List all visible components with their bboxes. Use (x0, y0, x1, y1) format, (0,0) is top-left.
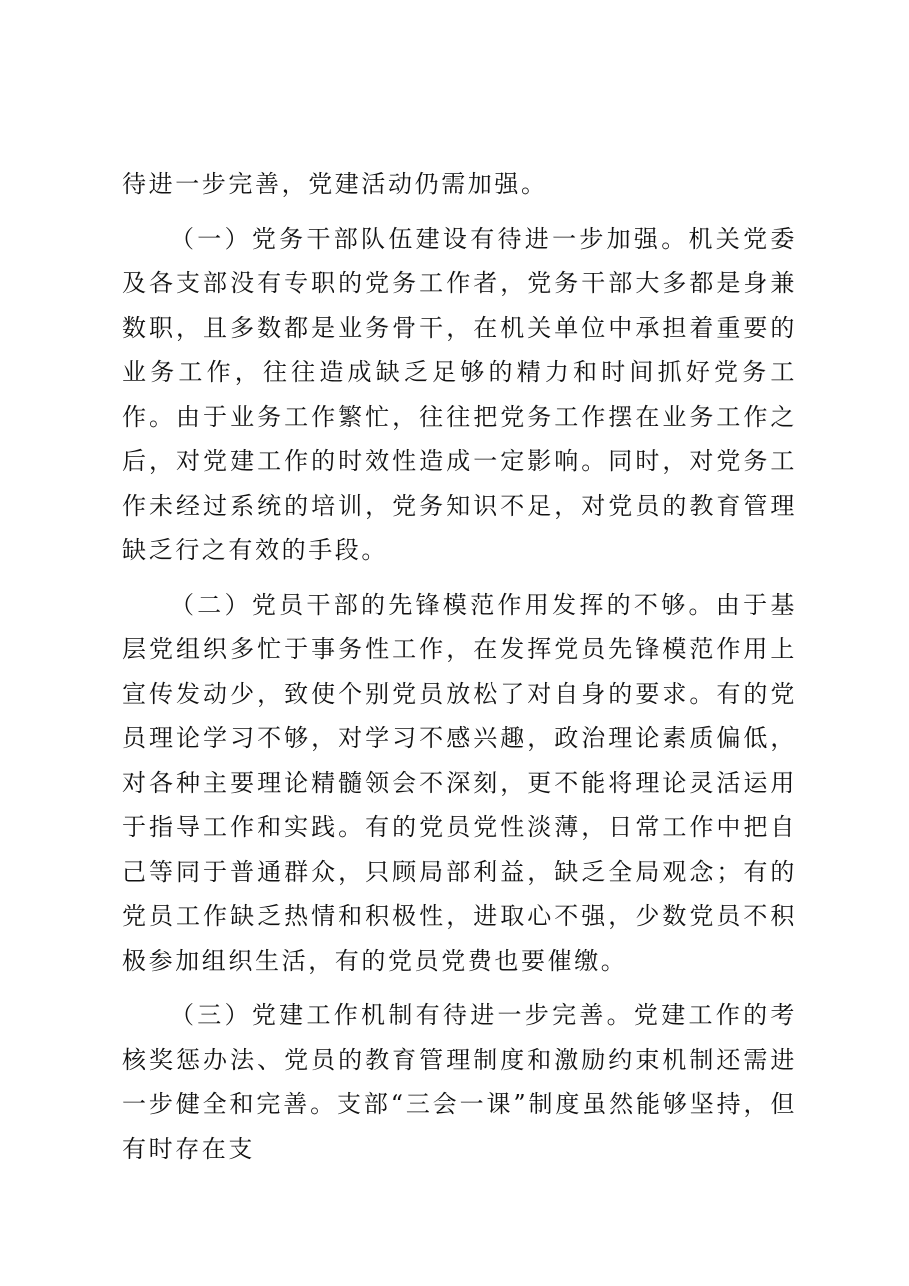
paragraph-continuation: 待进一步完善，党建活动仍需加强。 (122, 170, 548, 198)
document-body (122, 162, 797, 1171)
paragraph-section-2: （二）党员干部的先锋模范作用发挥的不够。由于基层党组织多忙于事务性工作，在发挥党员先锋模范作用上宣传发动少，致使个别党员放松了对自身的要求。有的党员理论学习不够，对学习不感兴趣，政治理论素质偏低，对各种主要理论精髓领会不深刻，更不能将理论灵活运用于指导工作和实践。有的党员党性淡薄，日常工作中把自己等同于普通群众，只顾局部利益，缺乏全局观念；有的党员工作缺乏热情和积极性，进取心不强，少数党员不积极参加组织生活，有的党员党费也要催缴。 (122, 590, 797, 975)
paragraph-section-1: （一）党务干部队伍建设有待进一步加强。机关党委及各支部没有专职的党务工作者，党务干部大多都是身兼数职，且多数都是业务骨干，在机关单位中承担着重要的业务工作，往往造成缺乏足够的精力和时间抓好党务工作。由于业务工作繁忙，往往把党务工作摆在业务工作之后，对党建工作的时效性造成一定影响。同时，对党务工作未经过系统的培训，党务知识不足，对党员的教育管理缺乏行之有效的手段。 (122, 224, 797, 564)
paragraph-section-3: （三）党建工作机制有待进一步完善。党建工作的考核奖惩办法、党员的教育管理制度和激励约束机制还需进一步健全和完善。支部“三会一课”制度虽然能够坚持，但有时存在支 (122, 1001, 797, 1163)
